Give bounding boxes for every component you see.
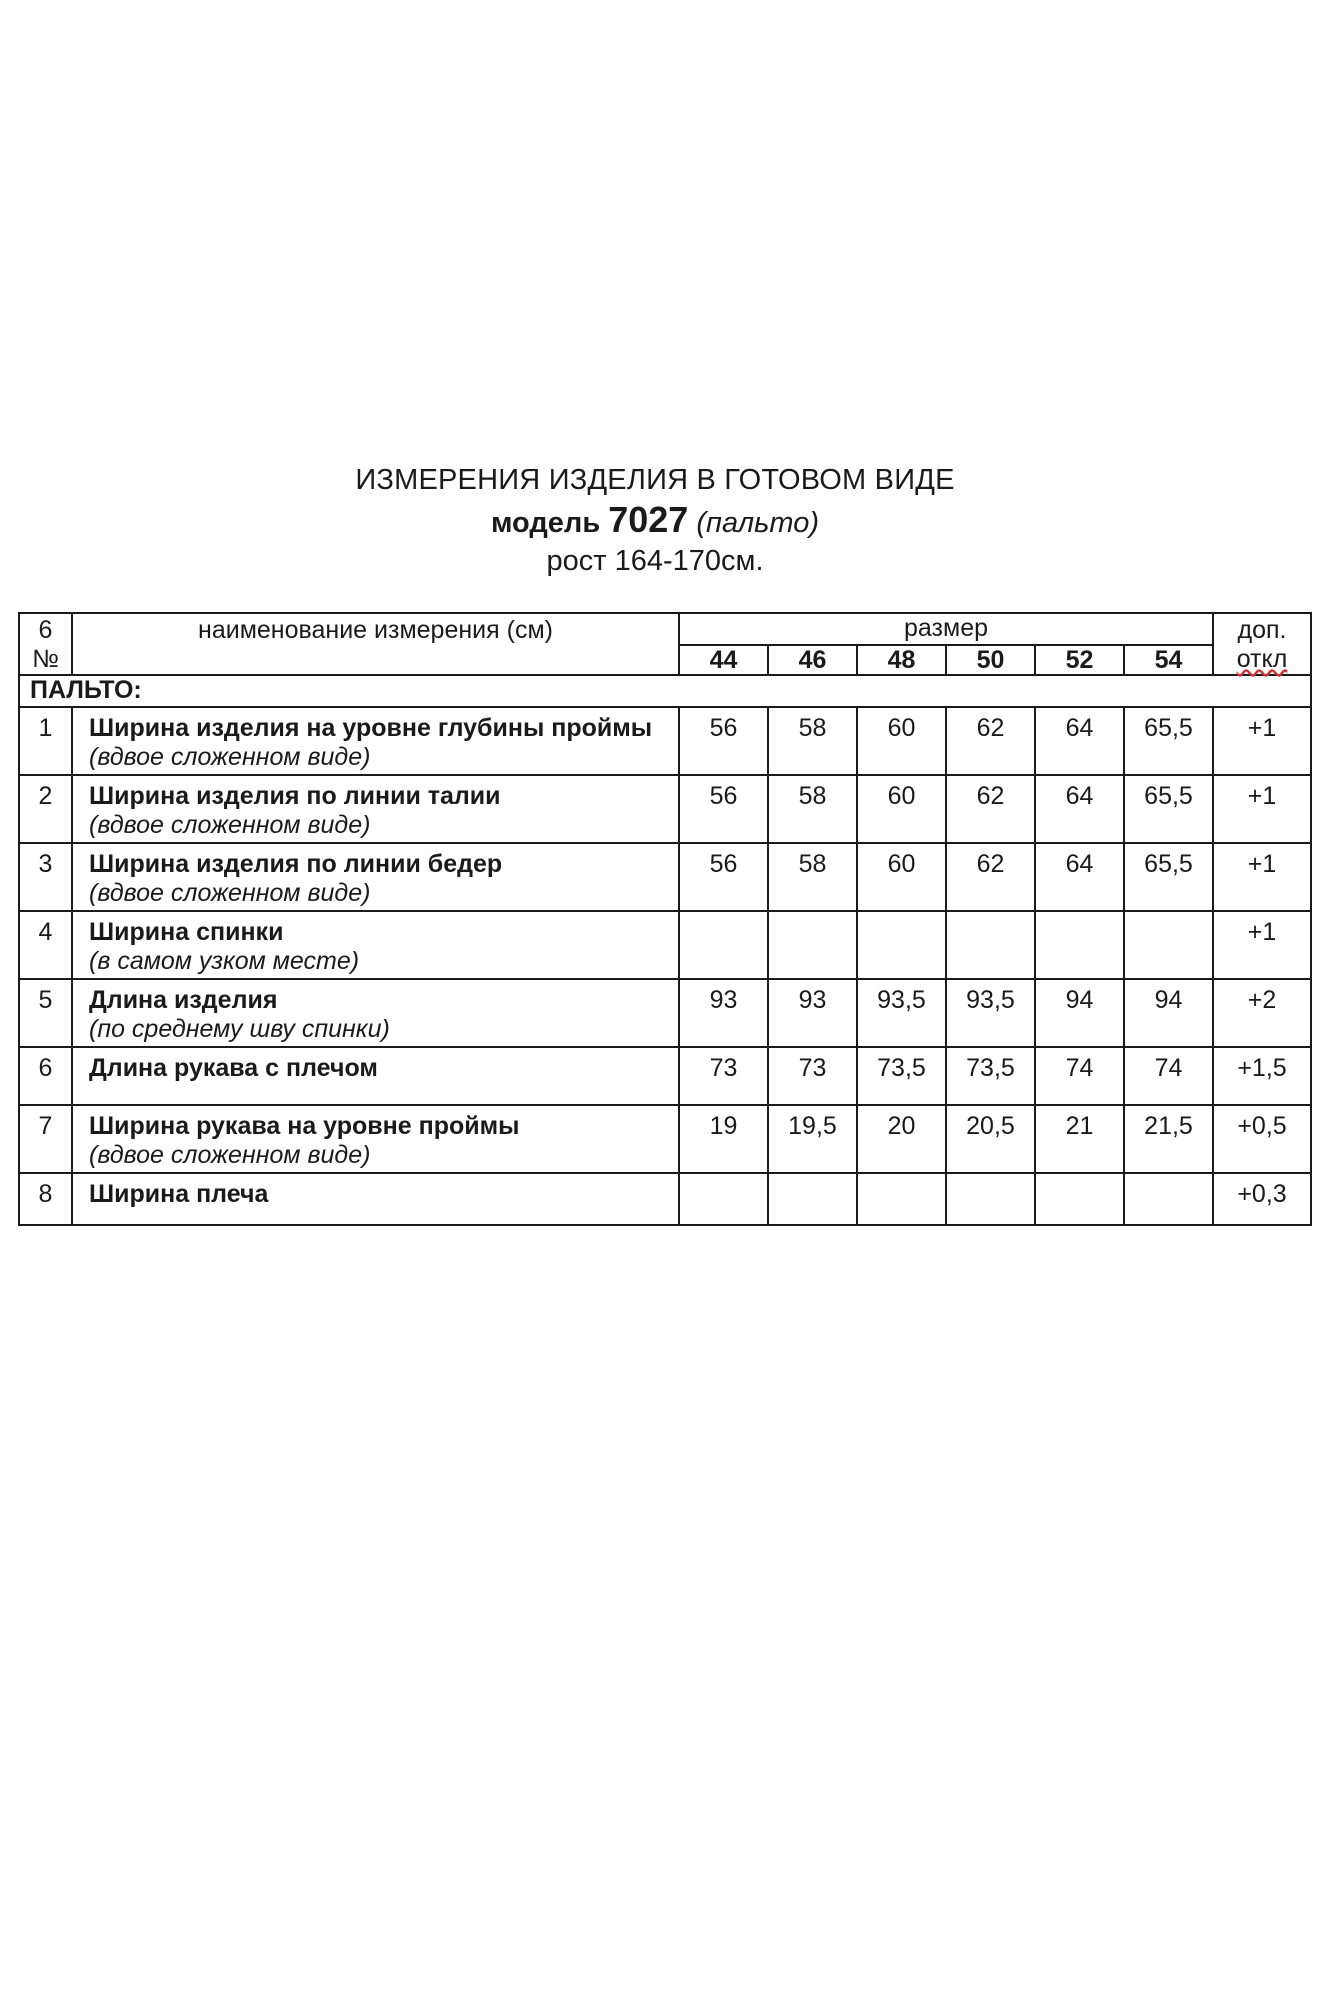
table-row xyxy=(19,1047,1311,1105)
size-value: 62 xyxy=(946,843,1035,911)
table-row xyxy=(19,1105,1311,1173)
size-value xyxy=(946,1173,1035,1225)
size-value: 56 xyxy=(679,707,768,775)
size-group-header: размер xyxy=(679,613,1213,645)
col-number-bottom: № xyxy=(32,645,59,673)
size-header: 54 xyxy=(1124,645,1213,675)
size-value: 73,5 xyxy=(857,1047,946,1105)
row-number: 5 xyxy=(19,979,72,1047)
size-value: 60 xyxy=(857,707,946,775)
height-range: рост 164-170см. xyxy=(546,545,764,577)
size-value xyxy=(1035,1173,1124,1225)
measurement-name-cell xyxy=(72,911,679,979)
measurements-table xyxy=(18,612,1312,1226)
size-value: 94 xyxy=(1035,979,1124,1047)
document-title: ИЗМЕРЕНИЯ ИЗДЕЛИЯ В ГОТОВОМ ВИДЕ xyxy=(355,464,955,496)
document-header xyxy=(0,462,1310,579)
size-header: 52 xyxy=(1035,645,1124,675)
measurement-name-cell xyxy=(72,843,679,911)
col-name-header: наименование измерения (см) xyxy=(72,613,679,675)
size-value: 19,5 xyxy=(768,1105,857,1173)
measurement-name-cell xyxy=(72,979,679,1047)
measurement-note: (в самом узком месте) xyxy=(89,947,360,975)
measurement-name-cell xyxy=(72,1047,679,1105)
size-header: 46 xyxy=(768,645,857,675)
size-value xyxy=(679,911,768,979)
col-number-header xyxy=(19,613,72,675)
size-value: 58 xyxy=(768,775,857,843)
size-value: 56 xyxy=(679,775,768,843)
measurement-note: (по среднему шву спинки) xyxy=(89,1015,390,1043)
tolerance-value: +1 xyxy=(1213,843,1311,911)
tolerance-value: +0,5 xyxy=(1213,1105,1311,1173)
table-row xyxy=(19,707,1311,775)
measurement-name: Ширина плеча xyxy=(89,1180,269,1208)
size-header: 50 xyxy=(946,645,1035,675)
size-value xyxy=(768,1173,857,1225)
measurement-name: Ширина изделия на уровне глубины проймы xyxy=(89,714,653,742)
measurement-note: (вдвое сложенном виде) xyxy=(89,811,371,839)
tolerance-value: +1 xyxy=(1213,775,1311,843)
measurement-name: Длина изделия xyxy=(89,986,278,1014)
size-value xyxy=(1035,911,1124,979)
size-value: 64 xyxy=(1035,707,1124,775)
table-header-row xyxy=(19,613,1311,645)
table-row xyxy=(19,775,1311,843)
size-value xyxy=(946,911,1035,979)
size-value: 73 xyxy=(679,1047,768,1105)
measurement-name: Ширина спинки xyxy=(89,918,284,946)
size-value xyxy=(679,1173,768,1225)
size-value: 73,5 xyxy=(946,1047,1035,1105)
size-value: 65,5 xyxy=(1124,843,1213,911)
size-value: 74 xyxy=(1035,1047,1124,1105)
size-value: 74 xyxy=(1124,1047,1213,1105)
section-row xyxy=(19,675,1311,707)
size-value: 62 xyxy=(946,707,1035,775)
row-number: 7 xyxy=(19,1105,72,1173)
tolerance-value: +1,5 xyxy=(1213,1047,1311,1105)
row-number: 2 xyxy=(19,775,72,843)
measurement-note: (вдвое сложенном виде) xyxy=(89,879,371,907)
col-tolerance-top: доп. xyxy=(1237,616,1287,644)
row-number: 4 xyxy=(19,911,72,979)
size-value: 93,5 xyxy=(946,979,1035,1047)
col-tolerance-bottom: откл xyxy=(1236,645,1288,673)
tolerance-value: +0,3 xyxy=(1213,1173,1311,1225)
size-value: 64 xyxy=(1035,775,1124,843)
size-value xyxy=(857,911,946,979)
size-header: 44 xyxy=(679,645,768,675)
size-header: 48 xyxy=(857,645,946,675)
col-number-top: 6 xyxy=(38,616,53,644)
size-value: 62 xyxy=(946,775,1035,843)
size-value: 93,5 xyxy=(857,979,946,1047)
row-number: 3 xyxy=(19,843,72,911)
model-label: модель xyxy=(490,507,601,539)
size-value: 64 xyxy=(1035,843,1124,911)
size-value xyxy=(768,911,857,979)
size-value: 21,5 xyxy=(1124,1105,1213,1173)
model-type: (пальто) xyxy=(696,507,820,539)
table-row xyxy=(19,979,1311,1047)
measurement-name: Ширина рукава на уровне проймы xyxy=(89,1112,520,1140)
size-value: 56 xyxy=(679,843,768,911)
measurement-name-cell xyxy=(72,1105,679,1173)
size-value: 20 xyxy=(857,1105,946,1173)
size-value: 65,5 xyxy=(1124,775,1213,843)
measurement-name: Длина рукава с плечом xyxy=(89,1054,378,1082)
size-value: 94 xyxy=(1124,979,1213,1047)
size-value: 65,5 xyxy=(1124,707,1213,775)
tolerance-value: +1 xyxy=(1213,707,1311,775)
tolerance-value: +2 xyxy=(1213,979,1311,1047)
size-value: 60 xyxy=(857,843,946,911)
table-row xyxy=(19,911,1311,979)
measurement-name-cell xyxy=(72,1173,679,1225)
measurement-note: (вдвое сложенном виде) xyxy=(89,743,371,771)
tolerance-value: +1 xyxy=(1213,911,1311,979)
model-line xyxy=(0,500,1310,543)
col-tolerance-header xyxy=(1213,613,1311,675)
measurement-name-cell xyxy=(72,707,679,775)
measurement-name: Ширина изделия по линии талии xyxy=(89,782,501,810)
measurement-name-cell xyxy=(72,775,679,843)
size-value: 93 xyxy=(768,979,857,1047)
size-value: 93 xyxy=(679,979,768,1047)
size-value: 73 xyxy=(768,1047,857,1105)
section-title: ПАЛЬТО: xyxy=(19,675,1311,707)
size-value: 60 xyxy=(857,775,946,843)
size-value: 19 xyxy=(679,1105,768,1173)
size-value: 58 xyxy=(768,843,857,911)
size-value: 20,5 xyxy=(946,1105,1035,1173)
size-value xyxy=(1124,1173,1213,1225)
size-value xyxy=(1124,911,1213,979)
table-row xyxy=(19,843,1311,911)
row-number: 6 xyxy=(19,1047,72,1105)
row-number: 8 xyxy=(19,1173,72,1225)
size-value: 58 xyxy=(768,707,857,775)
measurement-name: Ширина изделия по линии бедер xyxy=(89,850,503,878)
size-value xyxy=(857,1173,946,1225)
table-row xyxy=(19,1173,1311,1225)
model-number: 7027 xyxy=(608,499,689,540)
row-number: 1 xyxy=(19,707,72,775)
measurement-note: (вдвое сложенном виде) xyxy=(89,1141,371,1169)
size-value: 21 xyxy=(1035,1105,1124,1173)
